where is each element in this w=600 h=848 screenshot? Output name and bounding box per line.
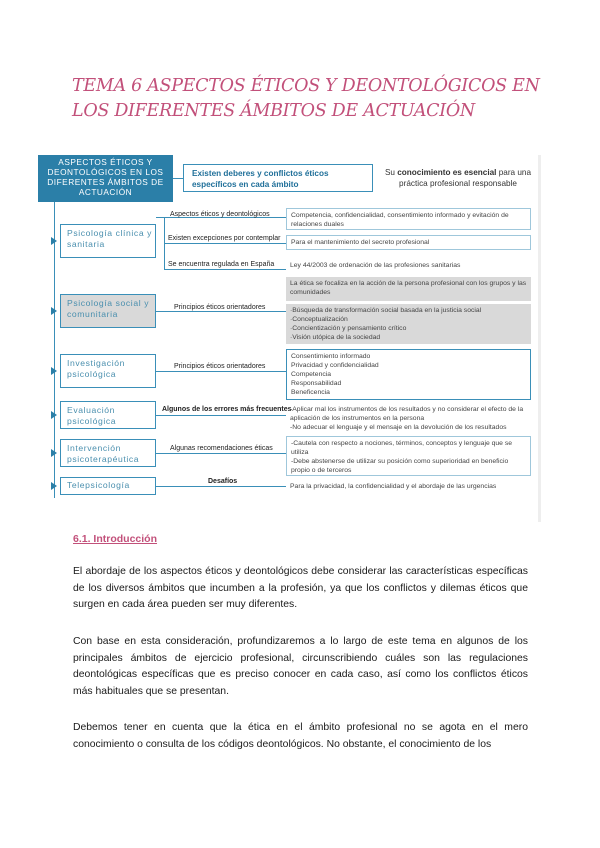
branch-label: Aspectos éticos y deontológicos bbox=[170, 211, 270, 218]
diagram-right-text: Su conocimiento es esencial para una práctica profesional responsable bbox=[384, 168, 532, 188]
category-evaluacion: Evaluación psicológica bbox=[60, 401, 156, 429]
arrow-icon bbox=[51, 449, 57, 457]
arrow-icon bbox=[51, 307, 57, 315]
connector bbox=[164, 243, 286, 244]
arrow-icon bbox=[51, 482, 57, 490]
connector bbox=[156, 415, 286, 416]
diagram-edge bbox=[538, 155, 541, 522]
connector bbox=[156, 453, 286, 454]
branch-label: Principios éticos orientadores bbox=[174, 304, 266, 311]
category-telepsicologia: Telepsicología bbox=[60, 477, 156, 495]
paragraph: El abordaje de los aspectos éticos y deontológicos debe considerar las características específicas de los diversos ámbitos que incumben a la profesión, ya que los conflictos y dilemas éticos que surgen en cada área pueden ser muy diferentes. bbox=[73, 566, 528, 610]
desc-box: Ley 44/2003 de ordenación de las profesiones sanitarias bbox=[290, 262, 461, 269]
arrow-icon bbox=[51, 237, 57, 245]
connector bbox=[173, 178, 183, 179]
desc-box: La ética se focaliza en la acción de la persona profesional con los grupos y las comunidades bbox=[286, 277, 531, 301]
arrow-icon bbox=[51, 367, 57, 375]
paragraph: Con base en esta consideración, profundizaremos a lo largo de este tema en algunos de los principales ámbitos de ejercicio profesional, circunscribiendo cuáles son las regulaciones deontológicas específicas que es preciso conocer en cada caso, así como los conflictos éticos más habituales que se presentan. bbox=[73, 636, 528, 697]
connector bbox=[156, 486, 286, 487]
paragraph: Debemos tener en cuenta que la ética en el ámbito profesional no se agota en el mero conocimiento o consulta de los códigos deontológicos. No obstante, el conocimiento de los bbox=[73, 722, 528, 750]
connector bbox=[156, 217, 164, 218]
desc-box: Consentimiento informado Privacidad y confidencialidad Competencia Responsabilidad Beneficencia bbox=[286, 349, 531, 400]
category-clinica: Psicología clínica y sanitaria bbox=[60, 224, 156, 258]
category-social: Psicología social y comunitaria bbox=[60, 294, 156, 328]
desc-box: Para el mantenimiento del secreto profesional bbox=[286, 235, 531, 250]
branch-label: Desafíos bbox=[208, 478, 238, 485]
connector bbox=[164, 269, 286, 270]
desc-box: Para la privacidad, la confidencialidad y el abordaje de las urgencias bbox=[290, 483, 497, 490]
diagram-mid-box: Existen deberes y conflictos éticos específicos en cada ámbito bbox=[183, 164, 373, 192]
arrow-icon bbox=[51, 411, 57, 419]
branch-label: Algunos de los errores más frecuentes bbox=[162, 406, 292, 413]
desc-box: Competencia, confidencialidad, consentimiento informado y evitación de relaciones duales bbox=[286, 208, 531, 230]
connector bbox=[156, 371, 286, 372]
page-title: TEMA 6 ASPECTOS ÉTICOS Y DEONTOLÓGICOS EN LOS DIFERENTES ÁMBITOS DE ACTUACIÓN bbox=[72, 76, 540, 121]
branch-label: Algunas recomendaciones éticas bbox=[170, 445, 273, 452]
desc-box: -Cautela con respecto a nociones, términos, conceptos y lenguaje que se utiliza -Debe abstenerse de utilizar su posición como superioridad en beneficio propio o de terceros bbox=[286, 436, 531, 476]
branch-label: Principios éticos orientadores bbox=[174, 363, 266, 370]
desc-box: ·Búsqueda de transformación social basada en la justicia social ·Conceptualización ·Concientización y pensamiento crítico ·Visión utópica de la sociedad bbox=[286, 304, 531, 344]
ethics-diagram bbox=[38, 155, 541, 522]
desc-box: -Aplicar mal los instrumentos de los resultados y no considerar el efecto de la aplicación de los instrumentos en la persona -No adecuar el lenguaje y el mensaje en la devolución de los resultados bbox=[290, 406, 524, 431]
category-intervencion: Intervención psicoterapéutica bbox=[60, 439, 156, 467]
branch-label: Existen excepciones por contemplar bbox=[168, 235, 281, 242]
section-heading: 6.1. Introducción bbox=[73, 533, 158, 545]
branch-label: Se encuentra regulada en España bbox=[168, 261, 275, 268]
category-investigacion: Investigación psicológica bbox=[60, 354, 156, 388]
diagram-header: ASPECTOS ÉTICOS Y DEONTOLÓGICOS EN LOS DIFERENTES ÁMBITOS DE ACTUACIÓN bbox=[38, 155, 173, 202]
